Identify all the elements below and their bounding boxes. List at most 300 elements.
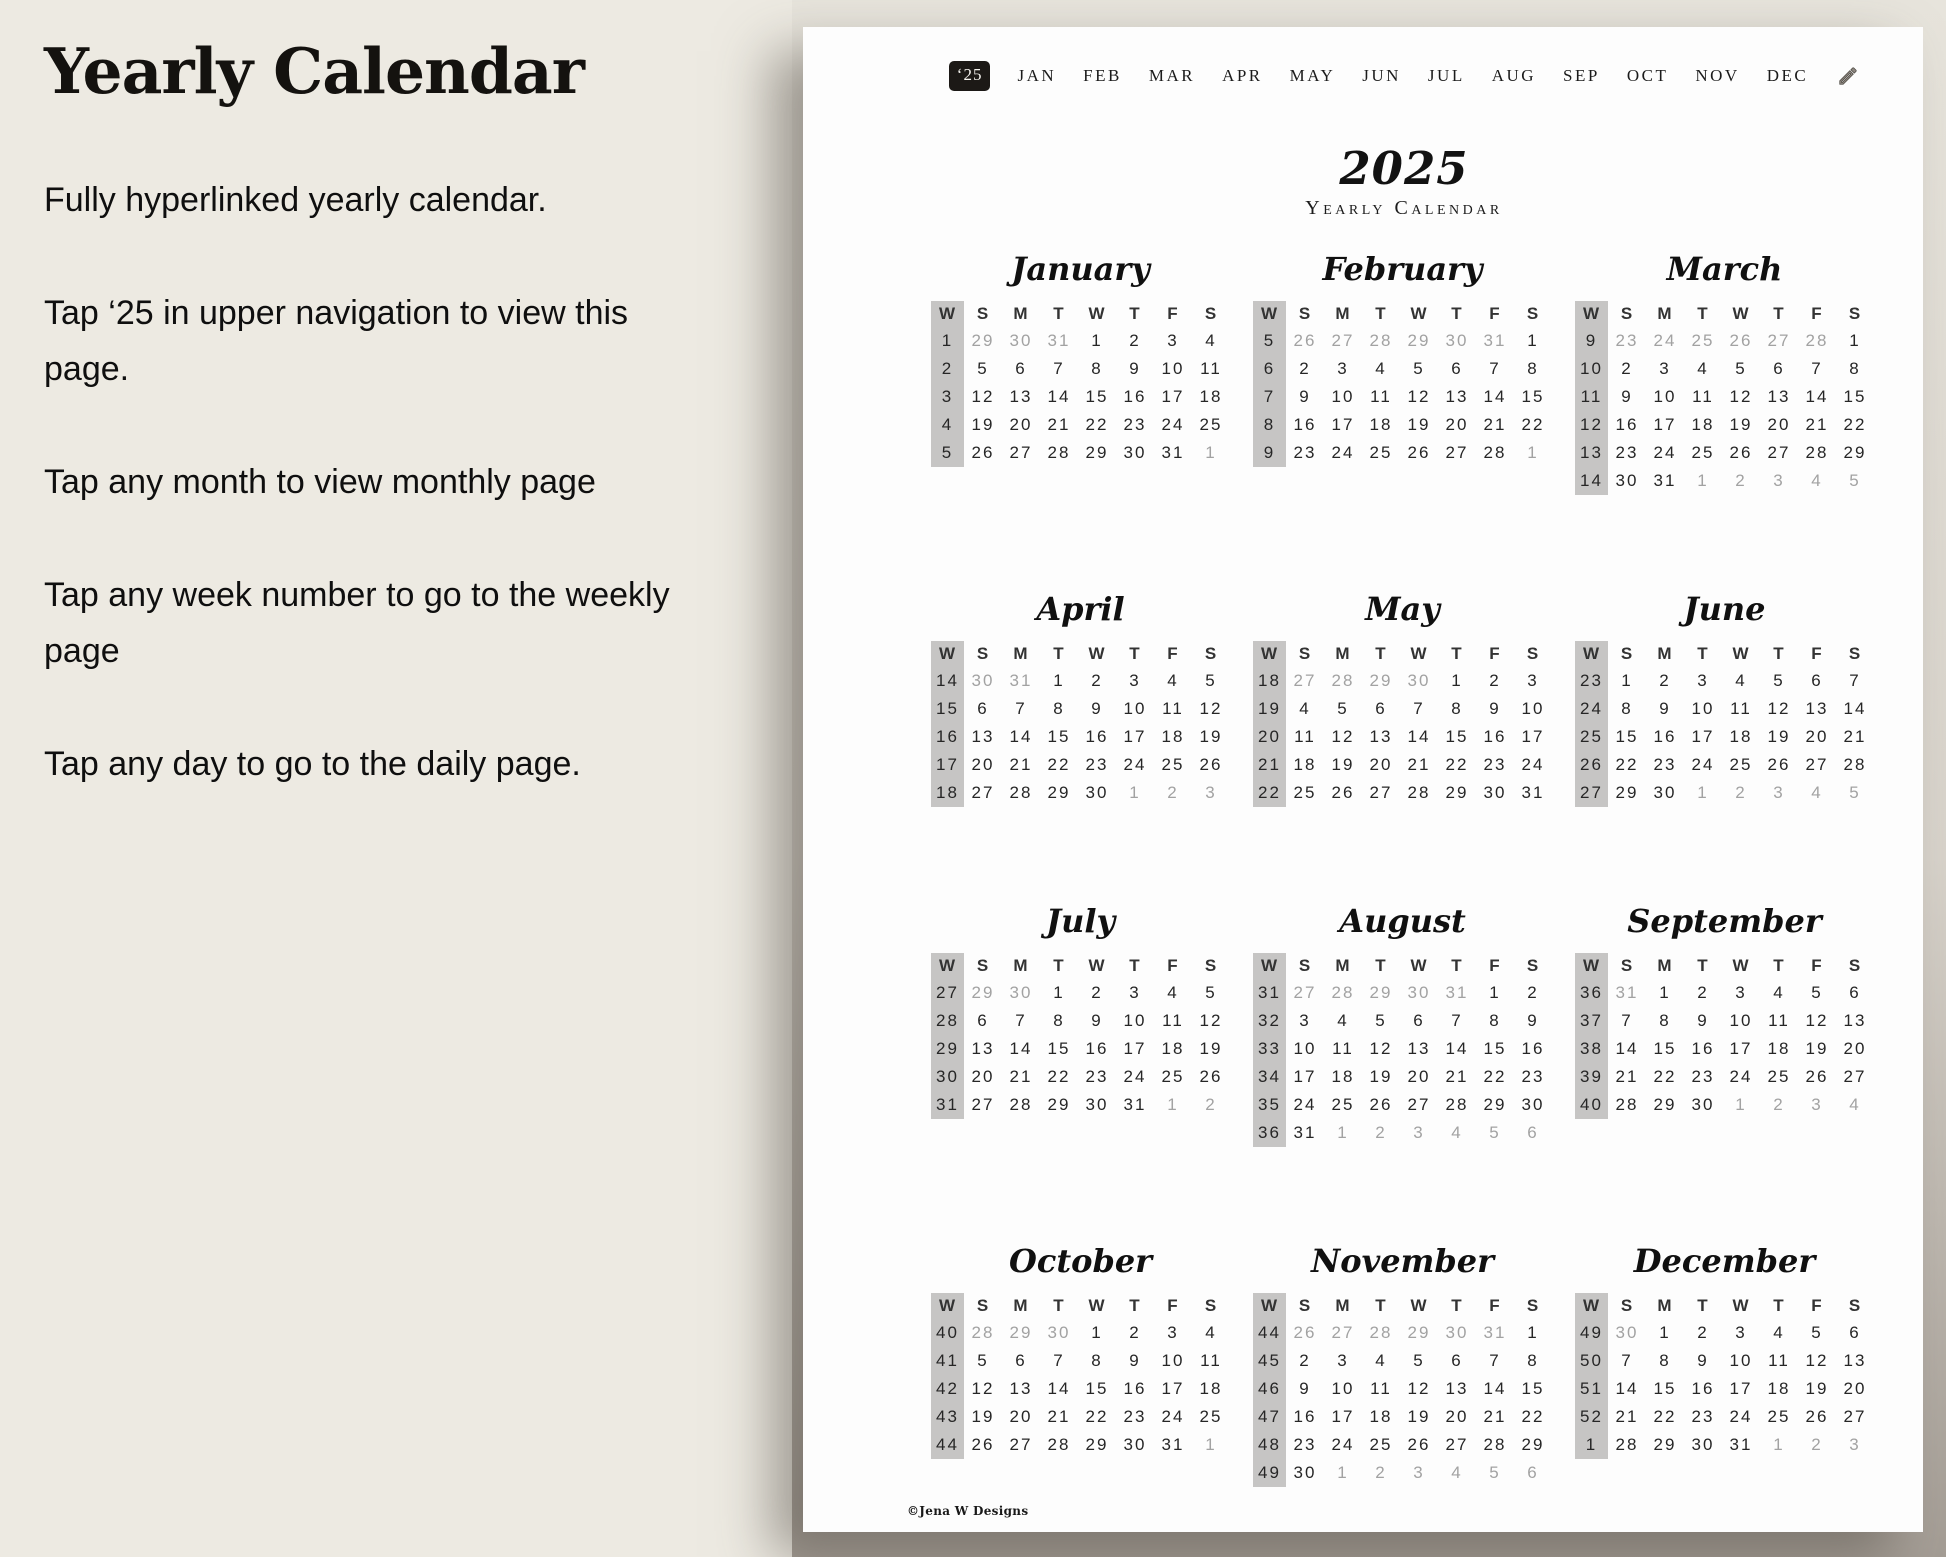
- day-cell[interactable]: 2: [1129, 331, 1141, 350]
- day-cell[interactable]: 3: [1811, 1095, 1823, 1114]
- week-number[interactable]: 6: [1253, 355, 1286, 383]
- day-cell[interactable]: 9: [1299, 387, 1311, 406]
- day-cell[interactable]: 11: [1332, 1039, 1354, 1058]
- day-cell[interactable]: 31: [1483, 1323, 1507, 1342]
- week-number[interactable]: 40: [931, 1319, 964, 1347]
- day-cell[interactable]: 9: [1697, 1351, 1709, 1370]
- day-cell[interactable]: 13: [1009, 387, 1033, 406]
- day-cell[interactable]: 20: [1445, 415, 1469, 434]
- day-cell[interactable]: 17: [1331, 1407, 1355, 1426]
- day-cell[interactable]: 31: [1047, 331, 1071, 350]
- day-cell[interactable]: 8: [1053, 699, 1065, 718]
- day-cell[interactable]: 6: [1375, 699, 1387, 718]
- day-cell[interactable]: 28: [1615, 1435, 1639, 1454]
- day-cell[interactable]: 3: [1129, 983, 1141, 1002]
- day-cell[interactable]: 1: [1091, 1323, 1103, 1342]
- day-cell[interactable]: 1: [1621, 671, 1633, 690]
- day-cell[interactable]: 8: [1091, 359, 1103, 378]
- day-cell[interactable]: 29: [1407, 331, 1431, 350]
- day-cell[interactable]: 21: [1483, 1407, 1507, 1426]
- day-cell[interactable]: 26: [1729, 331, 1753, 350]
- day-cell[interactable]: 31: [1009, 671, 1033, 690]
- day-cell[interactable]: 27: [1331, 1323, 1355, 1342]
- day-cell[interactable]: 29: [1483, 1095, 1507, 1114]
- day-cell[interactable]: 30: [1047, 1323, 1071, 1342]
- day-cell[interactable]: 1: [1053, 983, 1065, 1002]
- day-cell[interactable]: 24: [1123, 755, 1147, 774]
- day-cell[interactable]: 3: [1129, 671, 1141, 690]
- day-cell[interactable]: 14: [1483, 1379, 1507, 1398]
- day-cell[interactable]: 14: [1047, 387, 1071, 406]
- day-cell[interactable]: 5: [1205, 671, 1217, 690]
- day-cell[interactable]: 18: [1161, 1039, 1185, 1058]
- day-cell[interactable]: 29: [1521, 1435, 1545, 1454]
- day-cell[interactable]: 1: [1205, 1435, 1217, 1454]
- day-cell[interactable]: 28: [1805, 443, 1829, 462]
- day-cell[interactable]: 4: [1451, 1123, 1463, 1142]
- day-cell[interactable]: 29: [1369, 983, 1393, 1002]
- day-cell[interactable]: 7: [1621, 1011, 1633, 1030]
- day-cell[interactable]: 23: [1085, 755, 1109, 774]
- day-cell[interactable]: 31: [1123, 1095, 1147, 1114]
- day-cell[interactable]: 22: [1615, 755, 1639, 774]
- week-number[interactable]: 20: [1253, 723, 1286, 751]
- day-cell[interactable]: 23: [1293, 1435, 1317, 1454]
- day-cell[interactable]: 19: [1407, 1407, 1431, 1426]
- day-cell[interactable]: 14: [1615, 1379, 1639, 1398]
- day-cell[interactable]: 22: [1483, 1067, 1507, 1086]
- day-cell[interactable]: 6: [1527, 1463, 1539, 1482]
- day-cell[interactable]: 23: [1615, 331, 1639, 350]
- day-cell[interactable]: 27: [1843, 1407, 1867, 1426]
- day-cell[interactable]: 8: [1527, 359, 1539, 378]
- day-cell[interactable]: 11: [1370, 1379, 1392, 1398]
- day-cell[interactable]: 19: [1407, 415, 1431, 434]
- day-cell[interactable]: 28: [1331, 983, 1355, 1002]
- day-cell[interactable]: 24: [1729, 1067, 1753, 1086]
- day-cell[interactable]: 6: [1413, 1011, 1425, 1030]
- day-cell[interactable]: 10: [1729, 1351, 1753, 1370]
- month-title[interactable]: October: [1008, 1242, 1153, 1280]
- day-cell[interactable]: 16: [1293, 1407, 1317, 1426]
- day-cell[interactable]: 29: [1047, 783, 1071, 802]
- day-cell[interactable]: 30: [1123, 1435, 1147, 1454]
- day-cell[interactable]: 5: [977, 359, 989, 378]
- day-cell[interactable]: 8: [1451, 699, 1463, 718]
- day-cell[interactable]: 20: [1843, 1379, 1867, 1398]
- day-cell[interactable]: 6: [1527, 1123, 1539, 1142]
- day-cell[interactable]: 23: [1123, 1407, 1147, 1426]
- day-cell[interactable]: 19: [971, 415, 995, 434]
- day-cell[interactable]: 19: [1369, 1067, 1393, 1086]
- day-cell[interactable]: 25: [1767, 1067, 1791, 1086]
- day-cell[interactable]: 14: [1047, 1379, 1071, 1398]
- day-cell[interactable]: 30: [1483, 783, 1507, 802]
- day-cell[interactable]: 18: [1691, 415, 1715, 434]
- day-cell[interactable]: 17: [1123, 1039, 1147, 1058]
- day-cell[interactable]: 12: [1767, 699, 1791, 718]
- day-cell[interactable]: 29: [1843, 443, 1867, 462]
- day-cell[interactable]: 17: [1123, 727, 1147, 746]
- day-cell[interactable]: 31: [1293, 1123, 1317, 1142]
- day-cell[interactable]: 26: [1407, 443, 1431, 462]
- day-cell[interactable]: 23: [1691, 1067, 1715, 1086]
- day-cell[interactable]: 10: [1653, 387, 1677, 406]
- day-cell[interactable]: 13: [971, 727, 995, 746]
- day-cell[interactable]: 10: [1331, 1379, 1355, 1398]
- day-cell[interactable]: 2: [1621, 359, 1633, 378]
- day-cell[interactable]: 19: [1805, 1379, 1829, 1398]
- day-cell[interactable]: 13: [1445, 387, 1469, 406]
- day-cell[interactable]: 17: [1729, 1379, 1753, 1398]
- day-cell[interactable]: 21: [1843, 727, 1867, 746]
- day-cell[interactable]: 10: [1691, 699, 1715, 718]
- day-cell[interactable]: 21: [1805, 415, 1829, 434]
- week-number[interactable]: 46: [1253, 1375, 1286, 1403]
- day-cell[interactable]: 23: [1483, 755, 1507, 774]
- day-cell[interactable]: 9: [1489, 699, 1501, 718]
- day-cell[interactable]: 30: [971, 671, 995, 690]
- day-cell[interactable]: 27: [971, 783, 995, 802]
- day-cell[interactable]: 30: [1407, 983, 1431, 1002]
- day-cell[interactable]: 4: [1773, 983, 1785, 1002]
- day-cell[interactable]: 28: [1483, 443, 1507, 462]
- day-cell[interactable]: 10: [1123, 1011, 1147, 1030]
- month-title[interactable]: December: [1633, 1242, 1816, 1280]
- nav-month-jul[interactable]: JUL: [1427, 66, 1465, 85]
- day-cell[interactable]: 29: [971, 331, 995, 350]
- day-cell[interactable]: 16: [1085, 1039, 1109, 1058]
- day-cell[interactable]: 21: [1615, 1067, 1639, 1086]
- day-cell[interactable]: 3: [1773, 783, 1785, 802]
- week-number[interactable]: 11: [1575, 383, 1608, 411]
- day-cell[interactable]: 9: [1621, 387, 1633, 406]
- day-cell[interactable]: 14: [1445, 1039, 1469, 1058]
- week-number[interactable]: 12: [1575, 411, 1608, 439]
- week-number[interactable]: 31: [1253, 979, 1286, 1007]
- day-cell[interactable]: 2: [1697, 983, 1709, 1002]
- day-cell[interactable]: 10: [1521, 699, 1545, 718]
- day-cell[interactable]: 13: [1805, 699, 1829, 718]
- day-cell[interactable]: 12: [1199, 1011, 1223, 1030]
- day-cell[interactable]: 5: [1849, 783, 1861, 802]
- day-cell[interactable]: 8: [1849, 359, 1861, 378]
- week-number[interactable]: 40: [1575, 1091, 1608, 1119]
- day-cell[interactable]: 23: [1123, 415, 1147, 434]
- day-cell[interactable]: 28: [1047, 1435, 1071, 1454]
- week-number[interactable]: 31: [931, 1091, 964, 1119]
- day-cell[interactable]: 4: [1773, 1323, 1785, 1342]
- week-number[interactable]: 33: [1253, 1035, 1286, 1063]
- day-cell[interactable]: 26: [1805, 1067, 1829, 1086]
- day-cell[interactable]: 15: [1047, 1039, 1071, 1058]
- week-number[interactable]: 28: [931, 1007, 964, 1035]
- day-cell[interactable]: 25: [1293, 783, 1317, 802]
- day-cell[interactable]: 26: [1293, 331, 1317, 350]
- day-cell[interactable]: 11: [1200, 359, 1222, 378]
- day-cell[interactable]: 4: [1849, 1095, 1861, 1114]
- day-cell[interactable]: 6: [1015, 1351, 1027, 1370]
- day-cell[interactable]: 12: [1805, 1011, 1829, 1030]
- day-cell[interactable]: 1: [1091, 331, 1103, 350]
- day-cell[interactable]: 18: [1161, 727, 1185, 746]
- day-cell[interactable]: 30: [1615, 1323, 1639, 1342]
- day-cell[interactable]: 1: [1451, 671, 1463, 690]
- day-cell[interactable]: 3: [1205, 783, 1217, 802]
- day-cell[interactable]: 25: [1691, 443, 1715, 462]
- day-cell[interactable]: 16: [1691, 1039, 1715, 1058]
- day-cell[interactable]: 18: [1369, 1407, 1393, 1426]
- week-number[interactable]: 18: [1253, 667, 1286, 695]
- day-cell[interactable]: 12: [971, 387, 995, 406]
- day-cell[interactable]: 10: [1293, 1039, 1317, 1058]
- day-cell[interactable]: 17: [1331, 415, 1355, 434]
- day-cell[interactable]: 3: [1337, 1351, 1349, 1370]
- day-cell[interactable]: 18: [1767, 1379, 1791, 1398]
- day-cell[interactable]: 28: [1483, 1435, 1507, 1454]
- day-cell[interactable]: 15: [1521, 1379, 1545, 1398]
- day-cell[interactable]: 22: [1843, 415, 1867, 434]
- week-number[interactable]: 36: [1575, 979, 1608, 1007]
- day-cell[interactable]: 2: [1129, 1323, 1141, 1342]
- day-cell[interactable]: 23: [1615, 443, 1639, 462]
- day-cell[interactable]: 6: [1451, 359, 1463, 378]
- day-cell[interactable]: 14: [1805, 387, 1829, 406]
- day-cell[interactable]: 6: [1811, 671, 1823, 690]
- day-cell[interactable]: 9: [1129, 359, 1141, 378]
- week-number[interactable]: 29: [931, 1035, 964, 1063]
- day-cell[interactable]: 18: [1767, 1039, 1791, 1058]
- day-cell[interactable]: 24: [1653, 443, 1677, 462]
- day-cell[interactable]: 15: [1843, 387, 1867, 406]
- day-cell[interactable]: 3: [1735, 983, 1747, 1002]
- nav-month-jun[interactable]: JUN: [1362, 66, 1401, 85]
- day-cell[interactable]: 25: [1691, 331, 1715, 350]
- month-title[interactable]: September: [1627, 902, 1822, 940]
- day-cell[interactable]: 28: [1009, 783, 1033, 802]
- day-cell[interactable]: 21: [1047, 1407, 1071, 1426]
- day-cell[interactable]: 7: [1811, 359, 1823, 378]
- nav-month-sep[interactable]: SEP: [1563, 66, 1600, 85]
- day-cell[interactable]: 28: [1407, 783, 1431, 802]
- week-number[interactable]: 49: [1253, 1459, 1286, 1487]
- week-number[interactable]: 30: [931, 1063, 964, 1091]
- day-cell[interactable]: 13: [1445, 1379, 1469, 1398]
- day-cell[interactable]: 12: [1805, 1351, 1829, 1370]
- day-cell[interactable]: 22: [1047, 1067, 1071, 1086]
- day-cell[interactable]: 22: [1653, 1067, 1677, 1086]
- day-cell[interactable]: 21: [1615, 1407, 1639, 1426]
- day-cell[interactable]: 11: [1294, 727, 1316, 746]
- day-cell[interactable]: 13: [971, 1039, 995, 1058]
- day-cell[interactable]: 31: [1445, 983, 1469, 1002]
- day-cell[interactable]: 8: [1053, 1011, 1065, 1030]
- day-cell[interactable]: 6: [1015, 359, 1027, 378]
- day-cell[interactable]: 6: [977, 699, 989, 718]
- day-cell[interactable]: 7: [1053, 359, 1065, 378]
- day-cell[interactable]: 1: [1527, 1323, 1539, 1342]
- day-cell[interactable]: 8: [1659, 1351, 1671, 1370]
- week-number[interactable]: 52: [1575, 1403, 1608, 1431]
- day-cell[interactable]: 4: [1205, 331, 1217, 350]
- day-cell[interactable]: 19: [971, 1407, 995, 1426]
- day-cell[interactable]: 25: [1331, 1095, 1355, 1114]
- day-cell[interactable]: 4: [1205, 1323, 1217, 1342]
- day-cell[interactable]: 1: [1205, 443, 1217, 462]
- day-cell[interactable]: 15: [1085, 387, 1109, 406]
- day-cell[interactable]: 24: [1521, 755, 1545, 774]
- day-cell[interactable]: 29: [1047, 1095, 1071, 1114]
- day-cell[interactable]: 28: [1009, 1095, 1033, 1114]
- day-cell[interactable]: 28: [1369, 1323, 1393, 1342]
- week-number[interactable]: 41: [931, 1347, 964, 1375]
- day-cell[interactable]: 11: [1768, 1351, 1790, 1370]
- day-cell[interactable]: 30: [1445, 1323, 1469, 1342]
- day-cell[interactable]: 15: [1615, 727, 1639, 746]
- day-cell[interactable]: 5: [1375, 1011, 1387, 1030]
- day-cell[interactable]: 5: [1489, 1463, 1501, 1482]
- week-number[interactable]: 43: [931, 1403, 964, 1431]
- day-cell[interactable]: 27: [971, 1095, 995, 1114]
- day-cell[interactable]: 4: [1375, 359, 1387, 378]
- day-cell[interactable]: 29: [1445, 783, 1469, 802]
- day-cell[interactable]: 3: [1773, 471, 1785, 490]
- day-cell[interactable]: 3: [1527, 671, 1539, 690]
- day-cell[interactable]: 16: [1085, 727, 1109, 746]
- day-cell[interactable]: 2: [1489, 671, 1501, 690]
- day-cell[interactable]: 26: [1369, 1095, 1393, 1114]
- day-cell[interactable]: 7: [1015, 699, 1027, 718]
- day-cell[interactable]: 27: [1445, 443, 1469, 462]
- day-cell[interactable]: 1: [1337, 1123, 1349, 1142]
- day-cell[interactable]: 1: [1697, 783, 1709, 802]
- day-cell[interactable]: 23: [1293, 443, 1317, 462]
- day-cell[interactable]: 26: [1293, 1323, 1317, 1342]
- day-cell[interactable]: 20: [971, 1067, 995, 1086]
- day-cell[interactable]: 22: [1085, 1407, 1109, 1426]
- day-cell[interactable]: 22: [1445, 755, 1469, 774]
- nav-month-may[interactable]: MAY: [1289, 66, 1336, 85]
- day-cell[interactable]: 12: [1369, 1039, 1393, 1058]
- day-cell[interactable]: 29: [1653, 1095, 1677, 1114]
- day-cell[interactable]: 2: [1299, 1351, 1311, 1370]
- week-number[interactable]: 8: [1253, 411, 1286, 439]
- week-number[interactable]: 19: [1253, 695, 1286, 723]
- day-cell[interactable]: 2: [1375, 1123, 1387, 1142]
- nav-month-jan[interactable]: JAN: [1017, 66, 1057, 85]
- day-cell[interactable]: 25: [1369, 1435, 1393, 1454]
- day-cell[interactable]: 21: [1483, 415, 1507, 434]
- week-number[interactable]: 45: [1253, 1347, 1286, 1375]
- day-cell[interactable]: 5: [1811, 983, 1823, 1002]
- day-cell[interactable]: 3: [1413, 1463, 1425, 1482]
- day-cell[interactable]: 14: [1009, 1039, 1033, 1058]
- month-title[interactable]: May: [1365, 590, 1440, 628]
- day-cell[interactable]: 27: [1369, 783, 1393, 802]
- day-cell[interactable]: 26: [1805, 1407, 1829, 1426]
- day-cell[interactable]: 1: [1167, 1095, 1179, 1114]
- week-number[interactable]: 21: [1253, 751, 1286, 779]
- day-cell[interactable]: 30: [1521, 1095, 1545, 1114]
- day-cell[interactable]: 17: [1161, 387, 1185, 406]
- day-cell[interactable]: 5: [1735, 359, 1747, 378]
- day-cell[interactable]: 27: [1331, 331, 1355, 350]
- month-title[interactable]: August: [1339, 902, 1466, 940]
- week-number[interactable]: 5: [931, 439, 964, 467]
- day-cell[interactable]: 4: [1811, 471, 1823, 490]
- week-number[interactable]: 5: [1253, 327, 1286, 355]
- day-cell[interactable]: 15: [1653, 1379, 1677, 1398]
- day-cell[interactable]: 5: [1413, 1351, 1425, 1370]
- day-cell[interactable]: 6: [1849, 1323, 1861, 1342]
- day-cell[interactable]: 24: [1331, 443, 1355, 462]
- day-cell[interactable]: 11: [1730, 699, 1752, 718]
- day-cell[interactable]: 2: [1091, 671, 1103, 690]
- month-title[interactable]: March: [1666, 250, 1783, 288]
- day-cell[interactable]: 2: [1811, 1435, 1823, 1454]
- day-cell[interactable]: 17: [1653, 415, 1677, 434]
- day-cell[interactable]: 16: [1293, 415, 1317, 434]
- day-cell[interactable]: 11: [1692, 387, 1714, 406]
- day-cell[interactable]: 12: [1729, 387, 1753, 406]
- day-cell[interactable]: 17: [1521, 727, 1545, 746]
- day-cell[interactable]: 24: [1331, 1435, 1355, 1454]
- day-cell[interactable]: 30: [1653, 783, 1677, 802]
- day-cell[interactable]: 29: [1085, 1435, 1109, 1454]
- day-cell[interactable]: 7: [1621, 1351, 1633, 1370]
- day-cell[interactable]: 28: [1047, 443, 1071, 462]
- day-cell[interactable]: 8: [1659, 1011, 1671, 1030]
- day-cell[interactable]: 1: [1527, 331, 1539, 350]
- nav-month-aug[interactable]: AUG: [1491, 66, 1537, 85]
- day-cell[interactable]: 27: [1009, 443, 1033, 462]
- day-cell[interactable]: 15: [1445, 727, 1469, 746]
- nav-month-oct[interactable]: OCT: [1626, 66, 1669, 85]
- day-cell[interactable]: 1: [1053, 671, 1065, 690]
- day-cell[interactable]: 15: [1483, 1039, 1507, 1058]
- day-cell[interactable]: 26: [1407, 1435, 1431, 1454]
- nav-month-apr[interactable]: APR: [1222, 66, 1263, 85]
- day-cell[interactable]: 4: [1337, 1011, 1349, 1030]
- day-cell[interactable]: 26: [971, 443, 995, 462]
- day-cell[interactable]: 4: [1299, 699, 1311, 718]
- day-cell[interactable]: 28: [1445, 1095, 1469, 1114]
- day-cell[interactable]: 25: [1729, 755, 1753, 774]
- day-cell[interactable]: 3: [1167, 1323, 1179, 1342]
- day-cell[interactable]: 1: [1697, 471, 1709, 490]
- day-cell[interactable]: 11: [1370, 387, 1392, 406]
- day-cell[interactable]: 21: [1009, 755, 1033, 774]
- week-number[interactable]: 48: [1253, 1431, 1286, 1459]
- day-cell[interactable]: 27: [1293, 983, 1317, 1002]
- day-cell[interactable]: 30: [1009, 331, 1033, 350]
- day-cell[interactable]: 5: [1489, 1123, 1501, 1142]
- day-cell[interactable]: 9: [1697, 1011, 1709, 1030]
- day-cell[interactable]: 4: [1167, 671, 1179, 690]
- day-cell[interactable]: 14: [1009, 727, 1033, 746]
- day-cell[interactable]: 15: [1653, 1039, 1677, 1058]
- day-cell[interactable]: 2: [1527, 983, 1539, 1002]
- day-cell[interactable]: 3: [1735, 1323, 1747, 1342]
- day-cell[interactable]: 10: [1161, 359, 1185, 378]
- day-cell[interactable]: 2: [1375, 1463, 1387, 1482]
- day-cell[interactable]: 18: [1199, 1379, 1223, 1398]
- day-cell[interactable]: 30: [1407, 671, 1431, 690]
- day-cell[interactable]: 9: [1659, 699, 1671, 718]
- day-cell[interactable]: 9: [1527, 1011, 1539, 1030]
- day-cell[interactable]: 21: [1407, 755, 1431, 774]
- day-cell[interactable]: 3: [1337, 359, 1349, 378]
